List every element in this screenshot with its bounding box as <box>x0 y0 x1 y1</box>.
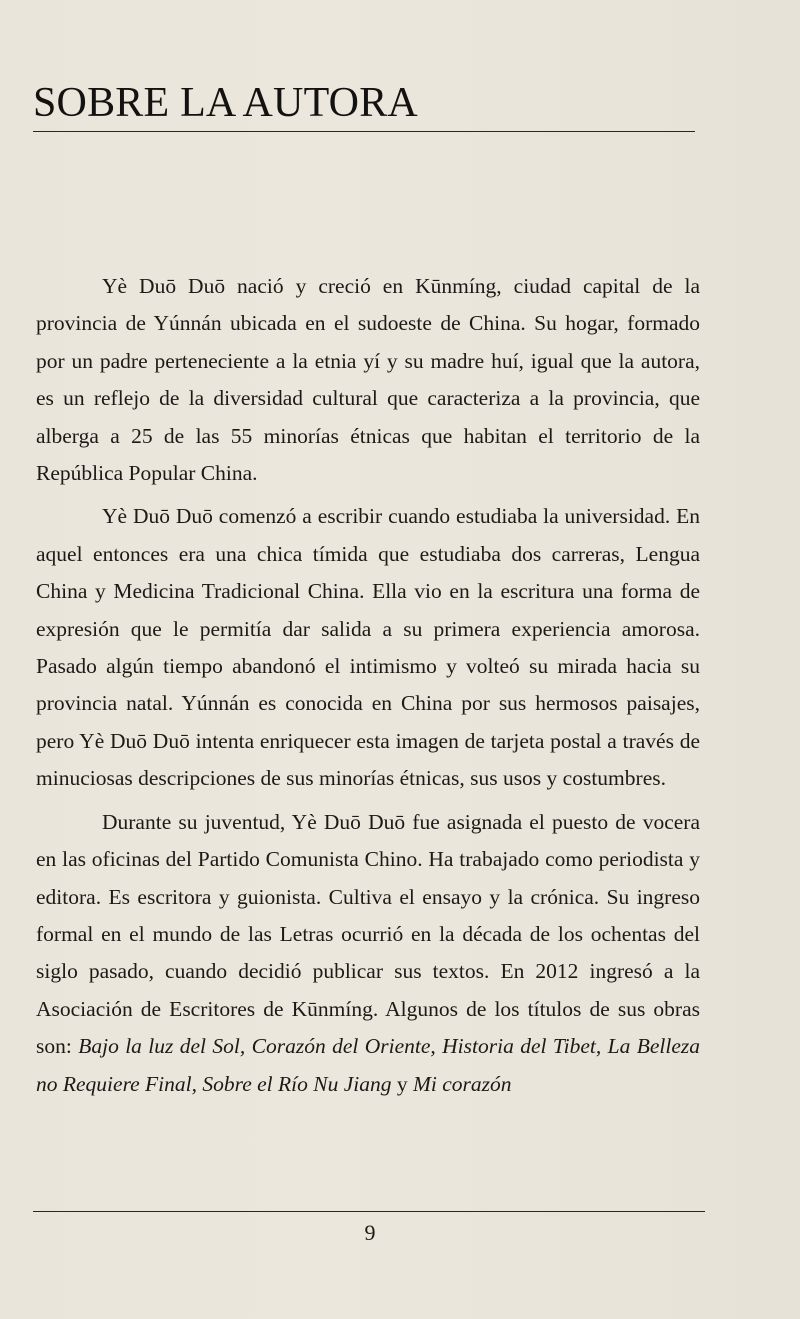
footer-rule <box>33 1211 705 1212</box>
page-number: 9 <box>364 1220 376 1245</box>
paragraph-3 <box>36 804 700 1103</box>
chapter-heading: SOBRE LA AUTORA <box>33 80 418 126</box>
heading-rule <box>33 131 695 132</box>
title-separator: , <box>191 1071 203 1096</box>
paragraph-3-text: Durante su juventud, Yè Duō Duō fue asignada el puesto de vocera en las oficinas del Partido Comunista Chino. Ha trabajado como periodista y editora. Es escritora y guionista. Cultiva el ensayo y la crónica. Su ingreso formal en el mundo de las Letras ocurrió en la década de los ochentas del siglo pasado, cuando decidió publicar sus textos. En 2012 ingresó a la Asociación de Escritores de Kūnmíng. Algunos de los títulos de sus obras son: <box>36 809 700 1059</box>
work-title: Sobre el Río Nu Jiang <box>202 1071 392 1096</box>
work-title: Bajo la luz del Sol <box>78 1034 240 1059</box>
conjunction: y <box>391 1071 413 1096</box>
title-separator: , <box>430 1034 443 1059</box>
paragraph-1: Yè Duō Duō nació y creció en Kūnmíng, ciudad capital de la provincia de Yúnnán ubicada en el sudoeste de China. Su hogar, formado por un padre perteneciente a la etnia yí y su madre huí, igual que la autora, es un reflejo de la diversidad cultural que caracteriza a la provincia, que alberga a 25 de las 55 minorías étnicas que habitan el territorio de la República Popular China. <box>36 274 700 486</box>
work-title: Historia del Tibet <box>442 1034 596 1059</box>
title-separator: , <box>595 1034 608 1059</box>
work-title: Mi corazón <box>412 1071 512 1096</box>
work-title: La Belleza no Requiere Final <box>36 1034 700 1096</box>
work-title: Corazón del Oriente <box>251 1034 431 1059</box>
body-text <box>36 268 700 1103</box>
paragraph-2: Yè Duō Duō comenzó a escribir cuando estudiaba la universidad. En aquel entonces era una chica tímida que estudiaba dos carreras, Lengua China y Medicina Tradicional China. Ella vio en la escritura una forma de expresión que le permitía dar salida a su primera experiencia amorosa. Pasado algún tiempo abandonó el intimismo y volteó su mirada hacia su provincia natal. Yúnnán es conocida en China por sus hermosos paisajes, pero Yè Duō Duō intenta enriquecer esta imagen de tarjeta postal a través de minuciosas descripciones de sus minorías étnicas, sus usos y costumbres. <box>36 504 700 791</box>
title-separator: , <box>239 1034 252 1059</box>
